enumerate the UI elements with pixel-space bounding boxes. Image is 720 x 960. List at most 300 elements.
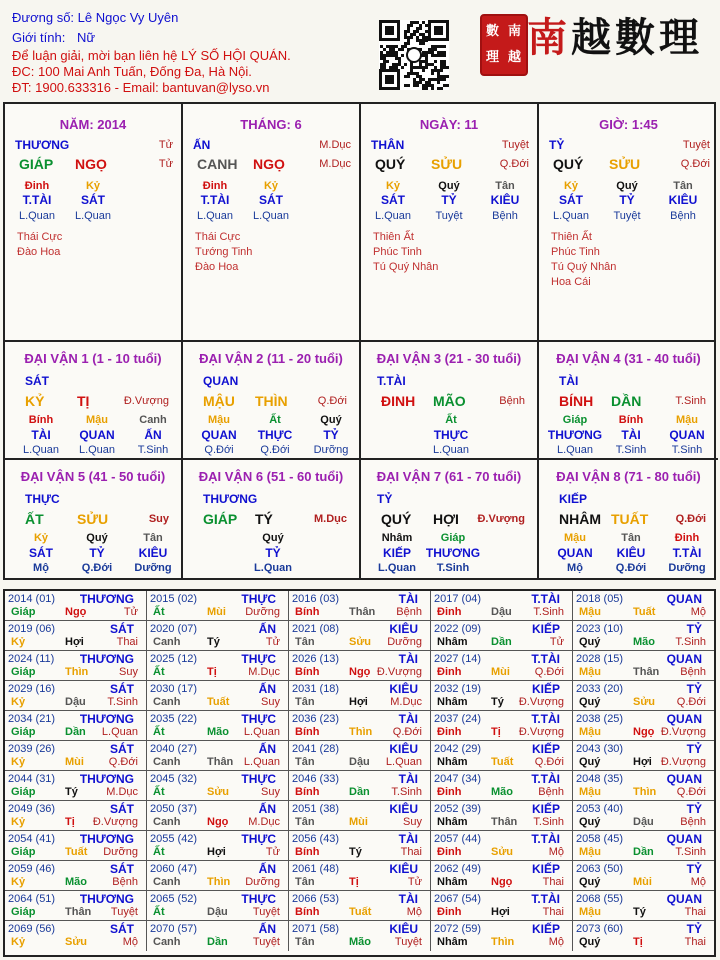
year-stem: Bính [295, 726, 320, 738]
dai-van-ten-god: T.TÀI [377, 374, 406, 388]
pillar-title: GIỜ: 1:45 [599, 117, 658, 132]
dai-van-stem: ẤT [25, 511, 44, 527]
year-branch: Mão [349, 936, 371, 948]
year-stage: M.Dục [248, 816, 280, 828]
year-cell[interactable] [289, 891, 431, 921]
dai-van-hidden-stem: Tân [621, 532, 641, 544]
year-cell[interactable] [431, 741, 573, 771]
year-stem: Mậu [579, 786, 601, 798]
dai-van-ten-god: KIẾP [559, 492, 588, 506]
year-cell[interactable] [5, 651, 147, 681]
dai-van-hidden-stage: L.Quan [22, 444, 60, 456]
year-stem: Giáp [11, 726, 36, 738]
year-cell[interactable] [573, 921, 714, 951]
hidden-growth-stage: L.Quan [18, 210, 56, 222]
hidden-ten-god: T.TÀI [22, 193, 52, 207]
year-cell[interactable] [147, 771, 289, 801]
year-cell[interactable] [431, 891, 573, 921]
hidden-ten-god: SÁT [381, 193, 405, 207]
year-branch: Mùi [349, 816, 368, 828]
dai-van-hidden-god: TÀI [621, 428, 641, 442]
year-cell[interactable] [573, 741, 714, 771]
dai-van-cell[interactable] [5, 342, 183, 460]
year-cell[interactable] [5, 711, 147, 741]
year-stem: Nhâm [437, 696, 468, 708]
year-cell[interactable] [573, 681, 714, 711]
year-cell[interactable] [431, 711, 573, 741]
logo-glyph: 數 [615, 14, 659, 61]
year-ten-god: TỶ [686, 862, 702, 876]
year-stage: Thai [684, 906, 706, 918]
year-ten-god: QUAN [666, 772, 702, 786]
year-stage: Thai [400, 846, 422, 858]
year-stem: Bính [295, 666, 320, 678]
year-stage: Bệnh [538, 786, 564, 798]
year-branch: Ngọ [65, 606, 87, 618]
dai-van-state: Q.Đới [317, 395, 347, 407]
year-label: 2027 (14) [434, 653, 482, 665]
year-cell[interactable] [289, 741, 431, 771]
year-stem: Bính [295, 906, 320, 918]
year-cell[interactable] [431, 651, 573, 681]
year-ten-god: T.TÀI [531, 712, 560, 726]
year-label: 2070 (57) [150, 923, 198, 935]
year-label: 2031 (18) [292, 683, 340, 695]
year-cell[interactable] [147, 801, 289, 831]
year-label: 2057 (44) [434, 833, 482, 845]
year-cell[interactable] [289, 651, 431, 681]
year-stem: Ất [153, 726, 165, 738]
year-cell[interactable] [573, 801, 714, 831]
pillar-top-state: M.Dục [319, 139, 351, 151]
year-stem: Canh [153, 636, 181, 648]
year-branch: Mão [633, 636, 655, 648]
hidden-stem: Kỷ [263, 180, 279, 192]
hidden-stem: Kỷ [385, 180, 401, 192]
year-stage: Dưỡng [245, 876, 280, 888]
pillar-ten-god: ẤN [193, 138, 211, 152]
dai-van-hidden-stem: Ất [445, 414, 457, 426]
year-ten-god: THỰC [241, 772, 276, 786]
year-stem: Quý [579, 636, 601, 648]
year-ten-god: ẤN [258, 622, 276, 636]
year-stem: Giáp [11, 606, 36, 618]
year-cell[interactable] [289, 591, 431, 621]
year-ten-god: SÁT [110, 922, 134, 936]
dai-van-ten-god: TÀI [559, 374, 579, 388]
year-ten-god: KIÊU [389, 802, 418, 816]
hidden-stem: Quý [438, 180, 460, 192]
year-label: 2059 (46) [8, 863, 56, 875]
year-ten-god: KIẾP [531, 922, 560, 936]
dai-van-hidden-stem: Bính [618, 414, 644, 426]
year-cell[interactable] [147, 711, 289, 741]
dai-van-hidden-stem: Mậu [676, 414, 698, 426]
year-cell[interactable] [147, 891, 289, 921]
dai-van-hidden-stem: Tân [143, 532, 163, 544]
year-cell[interactable] [289, 621, 431, 651]
hidden-growth-stage: L.Quan [196, 210, 234, 222]
year-cell[interactable] [5, 801, 147, 831]
hidden-growth-stage: L.Quan [552, 210, 590, 222]
year-ten-god: THƯƠNG [79, 772, 134, 786]
year-cell[interactable] [5, 771, 147, 801]
year-cell[interactable] [289, 801, 431, 831]
dai-van-cell[interactable] [361, 342, 539, 460]
dai-van-hidden-stage: T.Sinh [137, 444, 169, 456]
year-cell[interactable] [289, 921, 431, 951]
shensha-star: Tú Quý Nhân [373, 261, 439, 273]
dai-van-hidden-stem: Quý [320, 414, 342, 426]
pillar-top-state: Tuyệt [682, 139, 710, 151]
year-cell[interactable] [5, 891, 147, 921]
dai-van-branch: TÝ [255, 511, 273, 527]
year-cell[interactable] [431, 921, 573, 951]
year-stem: Nhâm [437, 756, 468, 768]
year-ten-god: THƯƠNG [79, 592, 134, 606]
dai-van-hidden-god: KIÊU [138, 546, 168, 560]
year-cell[interactable] [5, 861, 147, 891]
year-label: 2066 (53) [292, 893, 340, 905]
year-stage: Đ.Vượng [518, 726, 564, 738]
year-stage: Tử [265, 636, 280, 648]
qr-code-icon[interactable] [379, 20, 449, 90]
year-cell[interactable] [147, 621, 289, 651]
year-stem: Bính [295, 786, 320, 798]
dai-van-hidden-god: QUAN [557, 546, 593, 560]
year-branch: Mùi [207, 606, 226, 618]
year-label: 2034 (21) [8, 713, 56, 725]
dai-van-hidden-stage: L.Quan [556, 444, 594, 456]
year-branch: Dần [349, 786, 370, 798]
year-stem: Quý [579, 876, 601, 888]
year-label: 2050 (37) [150, 803, 198, 815]
dai-van-hidden-god: THỰC [433, 428, 469, 442]
year-stage: T.Sinh [533, 606, 564, 618]
year-cell[interactable] [431, 591, 573, 621]
dai-van-cell[interactable] [5, 460, 183, 578]
dai-van-ten-god: THỰC [25, 492, 60, 506]
year-cell[interactable] [431, 831, 573, 861]
year-cell[interactable] [289, 771, 431, 801]
year-ten-god: QUAN [666, 892, 702, 906]
year-stage: Suy [403, 816, 422, 828]
year-cell[interactable] [573, 591, 714, 621]
year-cell[interactable] [431, 861, 573, 891]
year-stem: Đinh [437, 846, 462, 858]
year-stem: Kỷ [11, 696, 26, 708]
year-cell[interactable] [573, 771, 714, 801]
year-stem: Quý [579, 756, 601, 768]
dai-van-hidden-stem: Đinh [674, 532, 700, 544]
year-label: 2022 (09) [434, 623, 482, 635]
pillar-ten-god: THƯƠNG [15, 138, 70, 152]
year-cell[interactable] [147, 861, 289, 891]
dai-van-hidden-stage: L.Quan [432, 444, 470, 456]
pillar-column [183, 104, 361, 340]
year-ten-god: THỰC [241, 892, 276, 906]
year-ten-god: TỶ [686, 922, 702, 936]
pillar-branch-state: Q.Đới [680, 158, 710, 170]
year-stage: Mộ [690, 606, 706, 618]
year-cell[interactable] [289, 831, 431, 861]
shensha-star: Hoa Cái [551, 276, 591, 288]
year-cell[interactable] [5, 621, 147, 651]
year-branch: Hợi [65, 636, 84, 648]
year-ten-god: QUAN [666, 832, 702, 846]
year-stage: Bệnh [680, 816, 706, 828]
year-branch: Tị [65, 816, 75, 828]
dai-van-table [3, 342, 716, 580]
pillar-branch-state: Q.Đới [499, 158, 529, 170]
year-stage: Dưỡng [245, 606, 280, 618]
hidden-stem: Kỷ [85, 180, 101, 192]
logo-calligraphy [527, 6, 703, 63]
dai-van-hidden-god: THỰC [257, 428, 293, 442]
dai-van-state: Đ.Vượng [123, 395, 169, 407]
year-stem: Bính [295, 846, 320, 858]
year-cell[interactable] [431, 771, 573, 801]
year-label: 2058 (45) [576, 833, 624, 845]
year-cell[interactable] [147, 681, 289, 711]
year-branch: Dậu [491, 606, 512, 618]
hidden-stem: Kỷ [563, 180, 579, 192]
dai-van-hidden-stage: Dưỡng [134, 562, 172, 574]
dai-van-cell[interactable] [361, 460, 539, 578]
year-label: 2063 (50) [576, 863, 624, 875]
year-branch: Dậu [207, 906, 228, 918]
year-ten-god: TÀI [398, 592, 418, 606]
year-ten-god: QUAN [666, 592, 702, 606]
hidden-growth-stage: Bệnh [492, 210, 518, 222]
year-stem: Tân [295, 696, 315, 708]
year-ten-god: TỶ [686, 682, 702, 696]
year-cell[interactable] [5, 591, 147, 621]
year-branch: Sửu [349, 636, 372, 648]
hidden-stem: Tân [495, 180, 515, 192]
year-stem: Tân [295, 876, 315, 888]
year-ten-god: THƯƠNG [79, 832, 134, 846]
year-branch: Dần [65, 726, 86, 738]
year-stem: Nhâm [437, 636, 468, 648]
dai-van-cell[interactable] [183, 460, 361, 578]
year-branch: Tý [633, 906, 646, 918]
dai-van-hidden-stage: T.Sinh [615, 444, 647, 456]
shensha-star: Phúc Tinh [373, 246, 422, 258]
hidden-ten-god: KIÊU [668, 193, 698, 207]
dai-van-hidden-stage: L.Quan [378, 562, 416, 574]
hidden-ten-god: SÁT [559, 193, 583, 207]
year-label: 2020 (07) [150, 623, 198, 635]
year-stem: Nhâm [437, 936, 468, 948]
year-stem: Mậu [579, 726, 601, 738]
year-stem: Giáp [11, 666, 36, 678]
year-ten-god: TÀI [398, 892, 418, 906]
year-stage: Tuyệt [252, 906, 280, 918]
year-stem: Đinh [437, 726, 462, 738]
year-stage: Đ.Vượng [660, 726, 706, 738]
dai-van-hidden-god: QUAN [201, 428, 237, 442]
dai-van-hidden-stem: Mậu [564, 532, 586, 544]
year-cell[interactable] [573, 831, 714, 861]
year-branch: Tị [207, 666, 217, 678]
year-ten-god: THƯƠNG [79, 892, 134, 906]
contact-line: Để luận giải, mời bạn liên hệ LÝ SỐ HỘI QUÁN. [12, 48, 291, 63]
dai-van-cell[interactable] [539, 460, 718, 578]
dai-van-title: ĐẠI VẬN 1 (1 - 10 tuổi) [24, 351, 162, 366]
year-branch: Tý [491, 696, 504, 708]
dai-van-hidden-stem: Ất [269, 414, 281, 426]
dai-van-hidden-stem: Quý [262, 532, 284, 544]
year-cell[interactable] [289, 711, 431, 741]
year-stage: Mộ [548, 936, 564, 948]
year-stem: Đinh [437, 606, 462, 618]
dai-van-state: Suy [148, 513, 169, 525]
year-stage: Suy [261, 696, 280, 708]
year-branch: Mùi [633, 876, 652, 888]
dai-van-cell[interactable] [539, 342, 718, 460]
dai-van-hidden-god: KIÊU [616, 546, 646, 560]
dai-van-stem: MẬU [203, 393, 235, 409]
year-ten-god: T.TÀI [531, 652, 560, 666]
dai-van-state: M.Dục [314, 513, 347, 525]
year-stage: Đ.Vượng [660, 756, 706, 768]
dai-van-hidden-god: THƯƠNG [547, 428, 603, 442]
year-label: 2049 (36) [8, 803, 56, 815]
year-cell[interactable] [5, 921, 147, 951]
year-ten-god: SÁT [110, 802, 134, 816]
dai-van-branch: SỬU [77, 511, 109, 527]
year-label: 2069 (56) [8, 923, 56, 935]
year-ten-god: ẤN [258, 922, 276, 936]
year-label: 2067 (54) [434, 893, 482, 905]
year-branch: Sửu [491, 846, 514, 858]
year-cell[interactable] [5, 831, 147, 861]
dai-van-branch: HỢI [433, 511, 459, 527]
year-ten-god: KIÊU [389, 862, 418, 876]
year-cell[interactable] [573, 621, 714, 651]
dai-van-ten-god: TỶ [377, 492, 393, 506]
year-stem: Tân [295, 816, 315, 828]
dai-van-cell[interactable] [183, 342, 361, 460]
dai-van-state: T.Sinh [675, 395, 706, 407]
seal-glyph: 數 [486, 24, 500, 39]
year-ten-god: T.TÀI [531, 892, 560, 906]
year-ten-god: KIẾP [531, 622, 560, 636]
pillar-column [5, 104, 183, 340]
year-cell[interactable] [147, 741, 289, 771]
year-cell[interactable] [147, 921, 289, 951]
year-ten-god: KIÊU [389, 622, 418, 636]
year-label: 2028 (15) [576, 653, 624, 665]
year-branch: Thân [633, 666, 660, 678]
year-cell[interactable] [147, 651, 289, 681]
year-cell[interactable] [5, 681, 147, 711]
year-branch: Ngọ [491, 876, 513, 888]
dai-van-hidden-stem: Canh [139, 414, 167, 426]
year-branch: Mão [65, 876, 87, 888]
dai-van-stem: KỶ [25, 393, 45, 409]
year-branch: Tuất [633, 606, 656, 618]
year-cell[interactable] [573, 711, 714, 741]
logo-glyph: 越 [571, 14, 615, 61]
dai-van-hidden-god: TỶ [323, 428, 339, 442]
shensha-star: Thiên Ất [551, 231, 592, 243]
dai-van-hidden-stem: Quý [86, 532, 108, 544]
header [0, 0, 720, 102]
year-stage: T.Sinh [391, 786, 422, 798]
year-cell[interactable] [147, 591, 289, 621]
year-cell[interactable] [573, 651, 714, 681]
dai-van-stem: ĐINH [381, 393, 416, 409]
dai-van-stem: BÍNH [559, 393, 594, 409]
shensha-star: Đào Hoa [17, 246, 61, 258]
year-ten-god: T.TÀI [531, 772, 560, 786]
year-stage: T.Sinh [675, 636, 706, 648]
year-branch: Dậu [349, 756, 370, 768]
year-stem: Ất [153, 906, 165, 918]
year-label: 2051 (38) [292, 803, 340, 815]
dai-van-stem: QUÝ [381, 511, 412, 527]
year-ten-god: TÀI [398, 772, 418, 786]
year-label: 2036 (23) [292, 713, 340, 725]
year-branch: Sửu [633, 696, 656, 708]
year-cell[interactable] [5, 741, 147, 771]
year-stage: Tử [549, 636, 564, 648]
phone-email-link[interactable]: ĐT: 1900.633316 - Email: bantuvan@lyso.vn [12, 80, 270, 95]
dai-van-stem: NHÂM [559, 511, 601, 527]
year-cell[interactable] [289, 681, 431, 711]
seal-glyph: 理 [486, 50, 500, 65]
year-stage: Thai [542, 876, 564, 888]
dai-van-hidden-stem: Giáp [562, 414, 588, 426]
year-stem: Kỷ [11, 756, 26, 768]
year-ten-god: QUAN [666, 652, 702, 666]
owner-line [12, 10, 178, 25]
year-cell[interactable] [573, 861, 714, 891]
year-stage: T.Sinh [675, 846, 706, 858]
year-branch: Ngọ [633, 726, 655, 738]
year-cell[interactable] [573, 891, 714, 921]
year-ten-god: KIÊU [389, 922, 418, 936]
hidden-stem: Quý [616, 180, 638, 192]
year-label: 2015 (02) [150, 593, 198, 605]
year-label: 2054 (41) [8, 833, 56, 845]
hidden-ten-god: TỶ [619, 193, 635, 207]
year-cell[interactable] [431, 681, 573, 711]
dai-van-title: ĐẠI VẬN 6 (51 - 60 tuổi) [198, 469, 344, 484]
year-stem: Kỷ [11, 636, 26, 648]
year-branch: Dần [633, 846, 654, 858]
dai-van-hidden-god: QUAN [79, 428, 115, 442]
year-stem: Tân [295, 636, 315, 648]
year-branch: Ngọ [207, 816, 229, 828]
year-cell[interactable] [431, 621, 573, 651]
year-label: 2037 (24) [434, 713, 482, 725]
year-branch: Tị [633, 936, 643, 948]
year-cell[interactable] [289, 861, 431, 891]
year-stem: Giáp [11, 846, 36, 858]
year-branch: Tý [207, 636, 220, 648]
hidden-ten-god: T.TÀI [200, 193, 230, 207]
year-stage: Bệnh [112, 876, 138, 888]
dai-van-hidden-god: TÀI [31, 428, 51, 442]
year-branch: Sửu [65, 936, 88, 948]
year-stage: L.Quan [385, 756, 422, 768]
year-cell[interactable] [147, 831, 289, 861]
hidden-growth-stage: L.Quan [374, 210, 412, 222]
year-cell[interactable] [431, 801, 573, 831]
